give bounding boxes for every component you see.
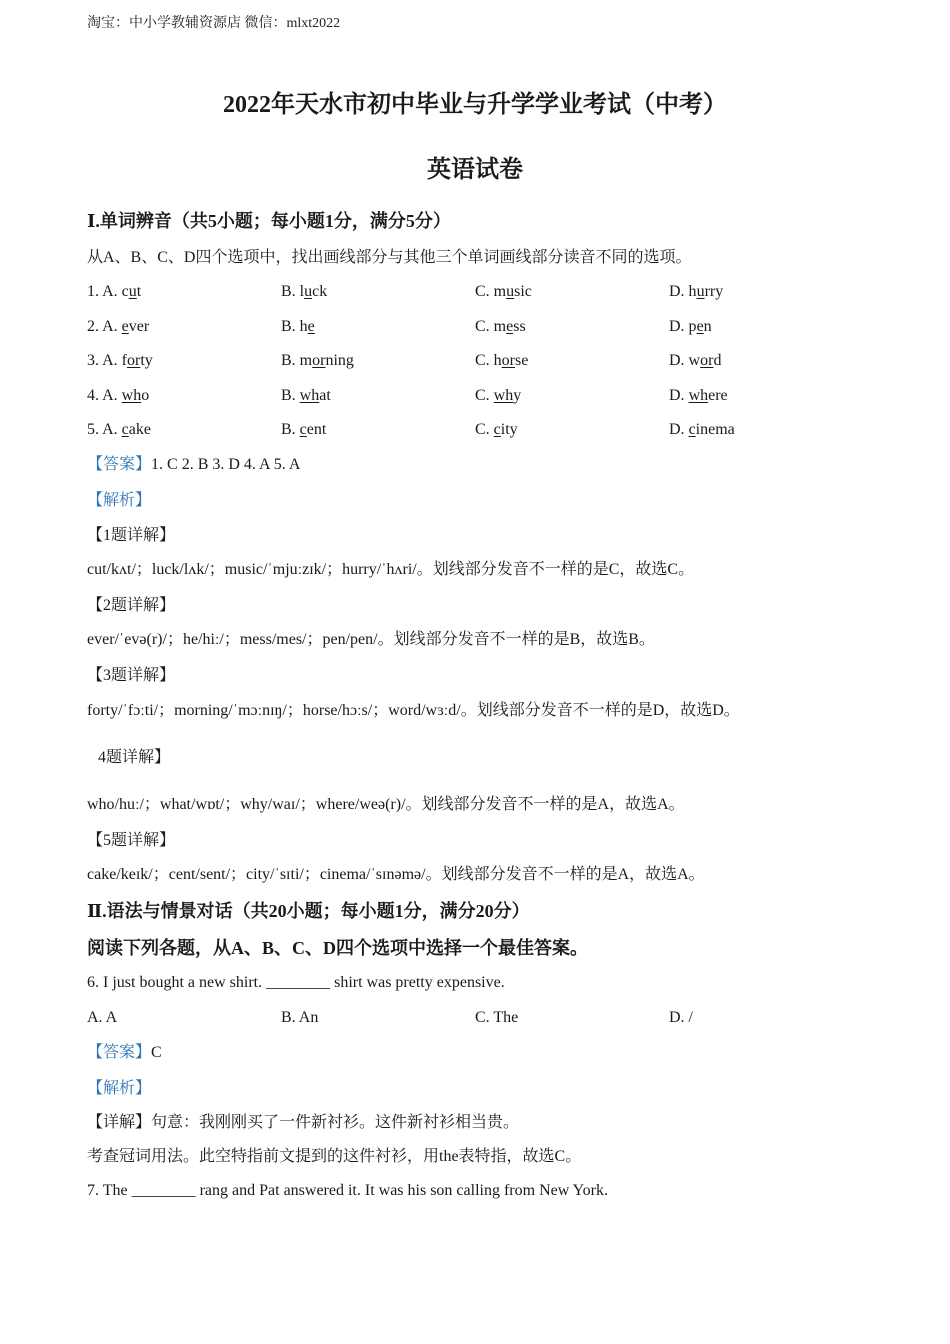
underlined-part: u [128,283,137,300]
underlined-part: c [121,421,129,438]
q6-option-a: A. A [87,1009,118,1026]
q3-option-a: 3. A. forty [87,352,153,369]
q6-explain: 考查冠词用法。此空特指前文提到的这件衬衫，用the表特指，故选C。 [87,1148,582,1165]
underlined-part: or [501,352,515,369]
answer-text: 1. C 2. B 3. D 4. A 5. A [151,456,301,473]
section2-heading: Ⅱ.语法与情景对话（共20小题；每小题1分，满分20分） [87,901,530,921]
q6-option-b: B. An [281,1009,319,1026]
q3-option-b: B. morning [281,352,354,369]
underlined-part: c [299,421,307,438]
underlined-part: or [127,352,141,369]
underlined-part: or [312,352,326,369]
exam-title: 2022年天水市初中毕业与升学学业考试（中考） [223,92,727,118]
underlined-part: u [304,283,313,300]
q6-answer-line [87,1043,162,1063]
q5-option-c: C. city [475,421,518,438]
q6-detail: 句意：我刚刚买了一件新衬衫。这件新衬衫相当贵。 [151,1114,520,1131]
q3-option-d: D. word [669,352,722,369]
section1-instruction: 从A、B、C、D四个选项中，找出画线部分与其他三个单词画线部分读音不同的选项。 [87,249,692,266]
underlined-part: wh [493,387,514,404]
q5-option-d: D. cinema [669,421,735,438]
q4-option-b: B. what [281,387,331,404]
answer-line [87,455,300,475]
detail-title-3: 【3题详解】 [87,667,176,684]
page-header: 淘宝：中小学教辅资源店 微信：mlxt2022 [87,16,341,31]
detail-text-3: forty/ˈfɔːti/；morning/ˈmɔːnɪŋ/；horse/hɔːs/；word/wɜːd/。划线部分发音不一样的是D，故选D。 [87,702,740,719]
q2-option-a: 2. A. ever [87,318,150,335]
detail-text-1: cut/kʌt/；luck/lʌk/；music/ˈmjuːzɪk/；hurry/ˈhʌri/。划线部分发音不一样的是C，故选C。 [87,561,695,578]
section2-instruction: 阅读下列各题，从A、B、C、D四个选项中选择一个最佳答案。 [87,938,589,958]
underlined-part: e [307,318,315,335]
underlined-part: e [696,318,704,335]
q4-option-d: D. where [669,387,728,404]
underlined-part: u [506,283,515,300]
underlined-part: e [506,318,514,335]
q1-option-d: D. hurry [669,283,724,300]
q6-option-d: D. / [669,1009,693,1026]
q6-stem: 6. I just bought a new shirt. ________ shirt was pretty expensive. [87,974,505,991]
q5-option-a: 5. A. cake [87,421,151,438]
q6-analysis-label: 【解析】 [87,1080,152,1097]
section1-heading: Ⅰ.单词辨音（共5小题；每小题1分，满分5分） [87,211,451,231]
q4-option-c: C. why [475,387,522,404]
q4-option-a: 4. A. who [87,387,150,404]
underlined-part: wh [121,387,142,404]
q1-option-b: B. luck [281,283,328,300]
detail-title-5: 【5题详解】 [87,832,176,849]
underlined-part: c [493,421,501,438]
detail-text-4: who/huː/；what/wɒt/；why/waɪ/；where/weə(r)/。划线部分发音不一样的是A，故选A。 [87,796,685,813]
underlined-part: wh [299,387,320,404]
underlined-part: c [688,421,696,438]
underlined-part: e [121,318,129,335]
detail-text-2: ever/ˈevə(r)/；he/hiː/；mess/mes/；pen/pen/。划线部分发音不一样的是B，故选B。 [87,631,655,648]
detail-text-5: cake/keɪk/；cent/sent/；city/ˈsɪti/；cinema/ˈsɪnəmə/。划线部分发音不一样的是A，故选A。 [87,866,705,883]
q5-option-b: B. cent [281,421,327,438]
underlined-part: or [700,352,714,369]
underlined-part: wh [688,387,709,404]
analysis-label: 【解析】 [87,492,152,509]
q6-detail-label: 【详解】 [87,1114,152,1131]
q7-stem: 7. The ________ rang and Pat answered it. It was his son calling from New York. [87,1182,608,1199]
q1-option-c: C. music [475,283,532,300]
q2-option-b: B. he [281,318,315,335]
q3-option-c: C. horse [475,352,529,369]
q6-answer-label: 【答案】 [87,1044,152,1061]
q2-option-d: D. pen [669,318,712,335]
detail-title-1: 【1题详解】 [87,527,176,544]
detail-title-4: 4题详解】 [98,749,171,766]
q2-option-c: C. mess [475,318,526,335]
q6-answer: C [151,1044,162,1061]
q6-detail-line [87,1113,519,1133]
q1-option-a: 1. A. cut [87,283,142,300]
underlined-part: u [696,283,705,300]
answer-label: 【答案】 [87,456,152,473]
detail-title-2: 【2题详解】 [87,597,176,614]
q6-option-c: C. The [475,1009,519,1026]
exam-subtitle: 英语试卷 [427,157,523,183]
